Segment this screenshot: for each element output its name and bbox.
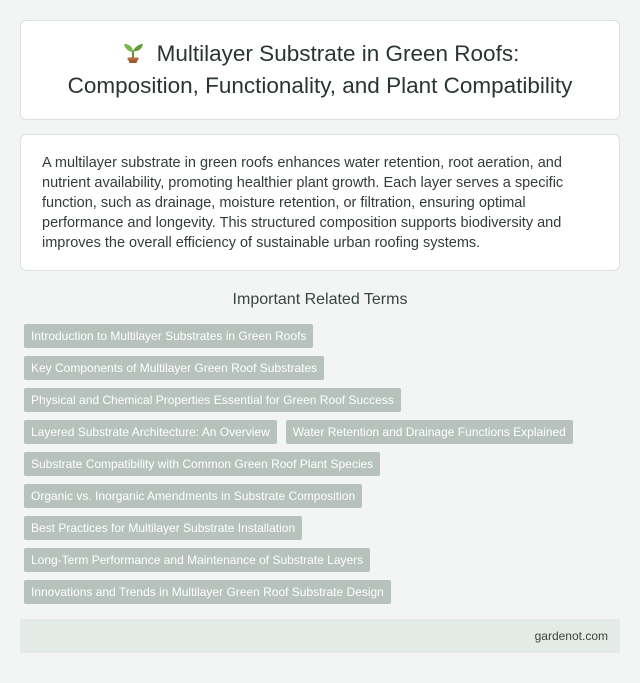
related-term-tag[interactable]: Long-Term Performance and Maintenance of Substrate Layers — [24, 548, 370, 572]
related-term-tag[interactable]: Key Components of Multilayer Green Roof Substrates — [24, 356, 324, 380]
related-term-tag[interactable]: Water Retention and Drainage Functions Explained — [286, 420, 573, 444]
tag-row — [24, 580, 604, 604]
tag-row — [24, 420, 604, 444]
title-card — [20, 20, 620, 120]
page-title — [68, 38, 573, 102]
related-term-tag[interactable]: Innovations and Trends in Multilayer Green Roof Substrate Design — [24, 580, 391, 604]
intro-paragraph: A multilayer substrate in green roofs enhances water retention, root aeration, and nutrient availability, promoting healthier plant growth. Each layer serves a specific function, such as drainage, moisture retention, or filtration, ensuring optimal performance and longevity. This structured composition supports biodiversity and improves the overall efficiency of sustainable urban roofing systems. — [42, 155, 564, 251]
title-line-2: Composition, Functionality, and Plant Compatibility — [67, 73, 573, 98]
related-term-tag[interactable]: Layered Substrate Architecture: An Overview — [24, 420, 277, 444]
related-terms-heading: Important Related Terms — [232, 291, 408, 308]
tag-row — [24, 484, 604, 508]
tag-row — [24, 548, 604, 572]
sprout-icon — [121, 41, 145, 63]
footer-site-link[interactable]: gardenot.com — [534, 629, 608, 643]
tag-row — [24, 516, 604, 540]
tag-row — [24, 388, 604, 412]
tag-row — [24, 356, 604, 380]
tag-row — [24, 324, 604, 348]
footer — [20, 619, 620, 653]
related-term-tag[interactable]: Organic vs. Inorganic Amendments in Substrate Composition — [24, 484, 362, 508]
tag-row — [24, 452, 604, 476]
related-term-tag[interactable]: Substrate Compatibility with Common Green Roof Plant Species — [24, 452, 380, 476]
related-term-tag[interactable]: Physical and Chemical Properties Essential for Green Roof Success — [24, 388, 401, 412]
related-term-tag[interactable]: Introduction to Multilayer Substrates in Green Roofs — [24, 324, 313, 348]
related-terms-list — [24, 324, 604, 612]
intro-card — [20, 134, 620, 271]
title-line-1: Multilayer Substrate in Green Roofs: — [156, 41, 520, 66]
related-term-tag[interactable]: Best Practices for Multilayer Substrate Installation — [24, 516, 302, 540]
